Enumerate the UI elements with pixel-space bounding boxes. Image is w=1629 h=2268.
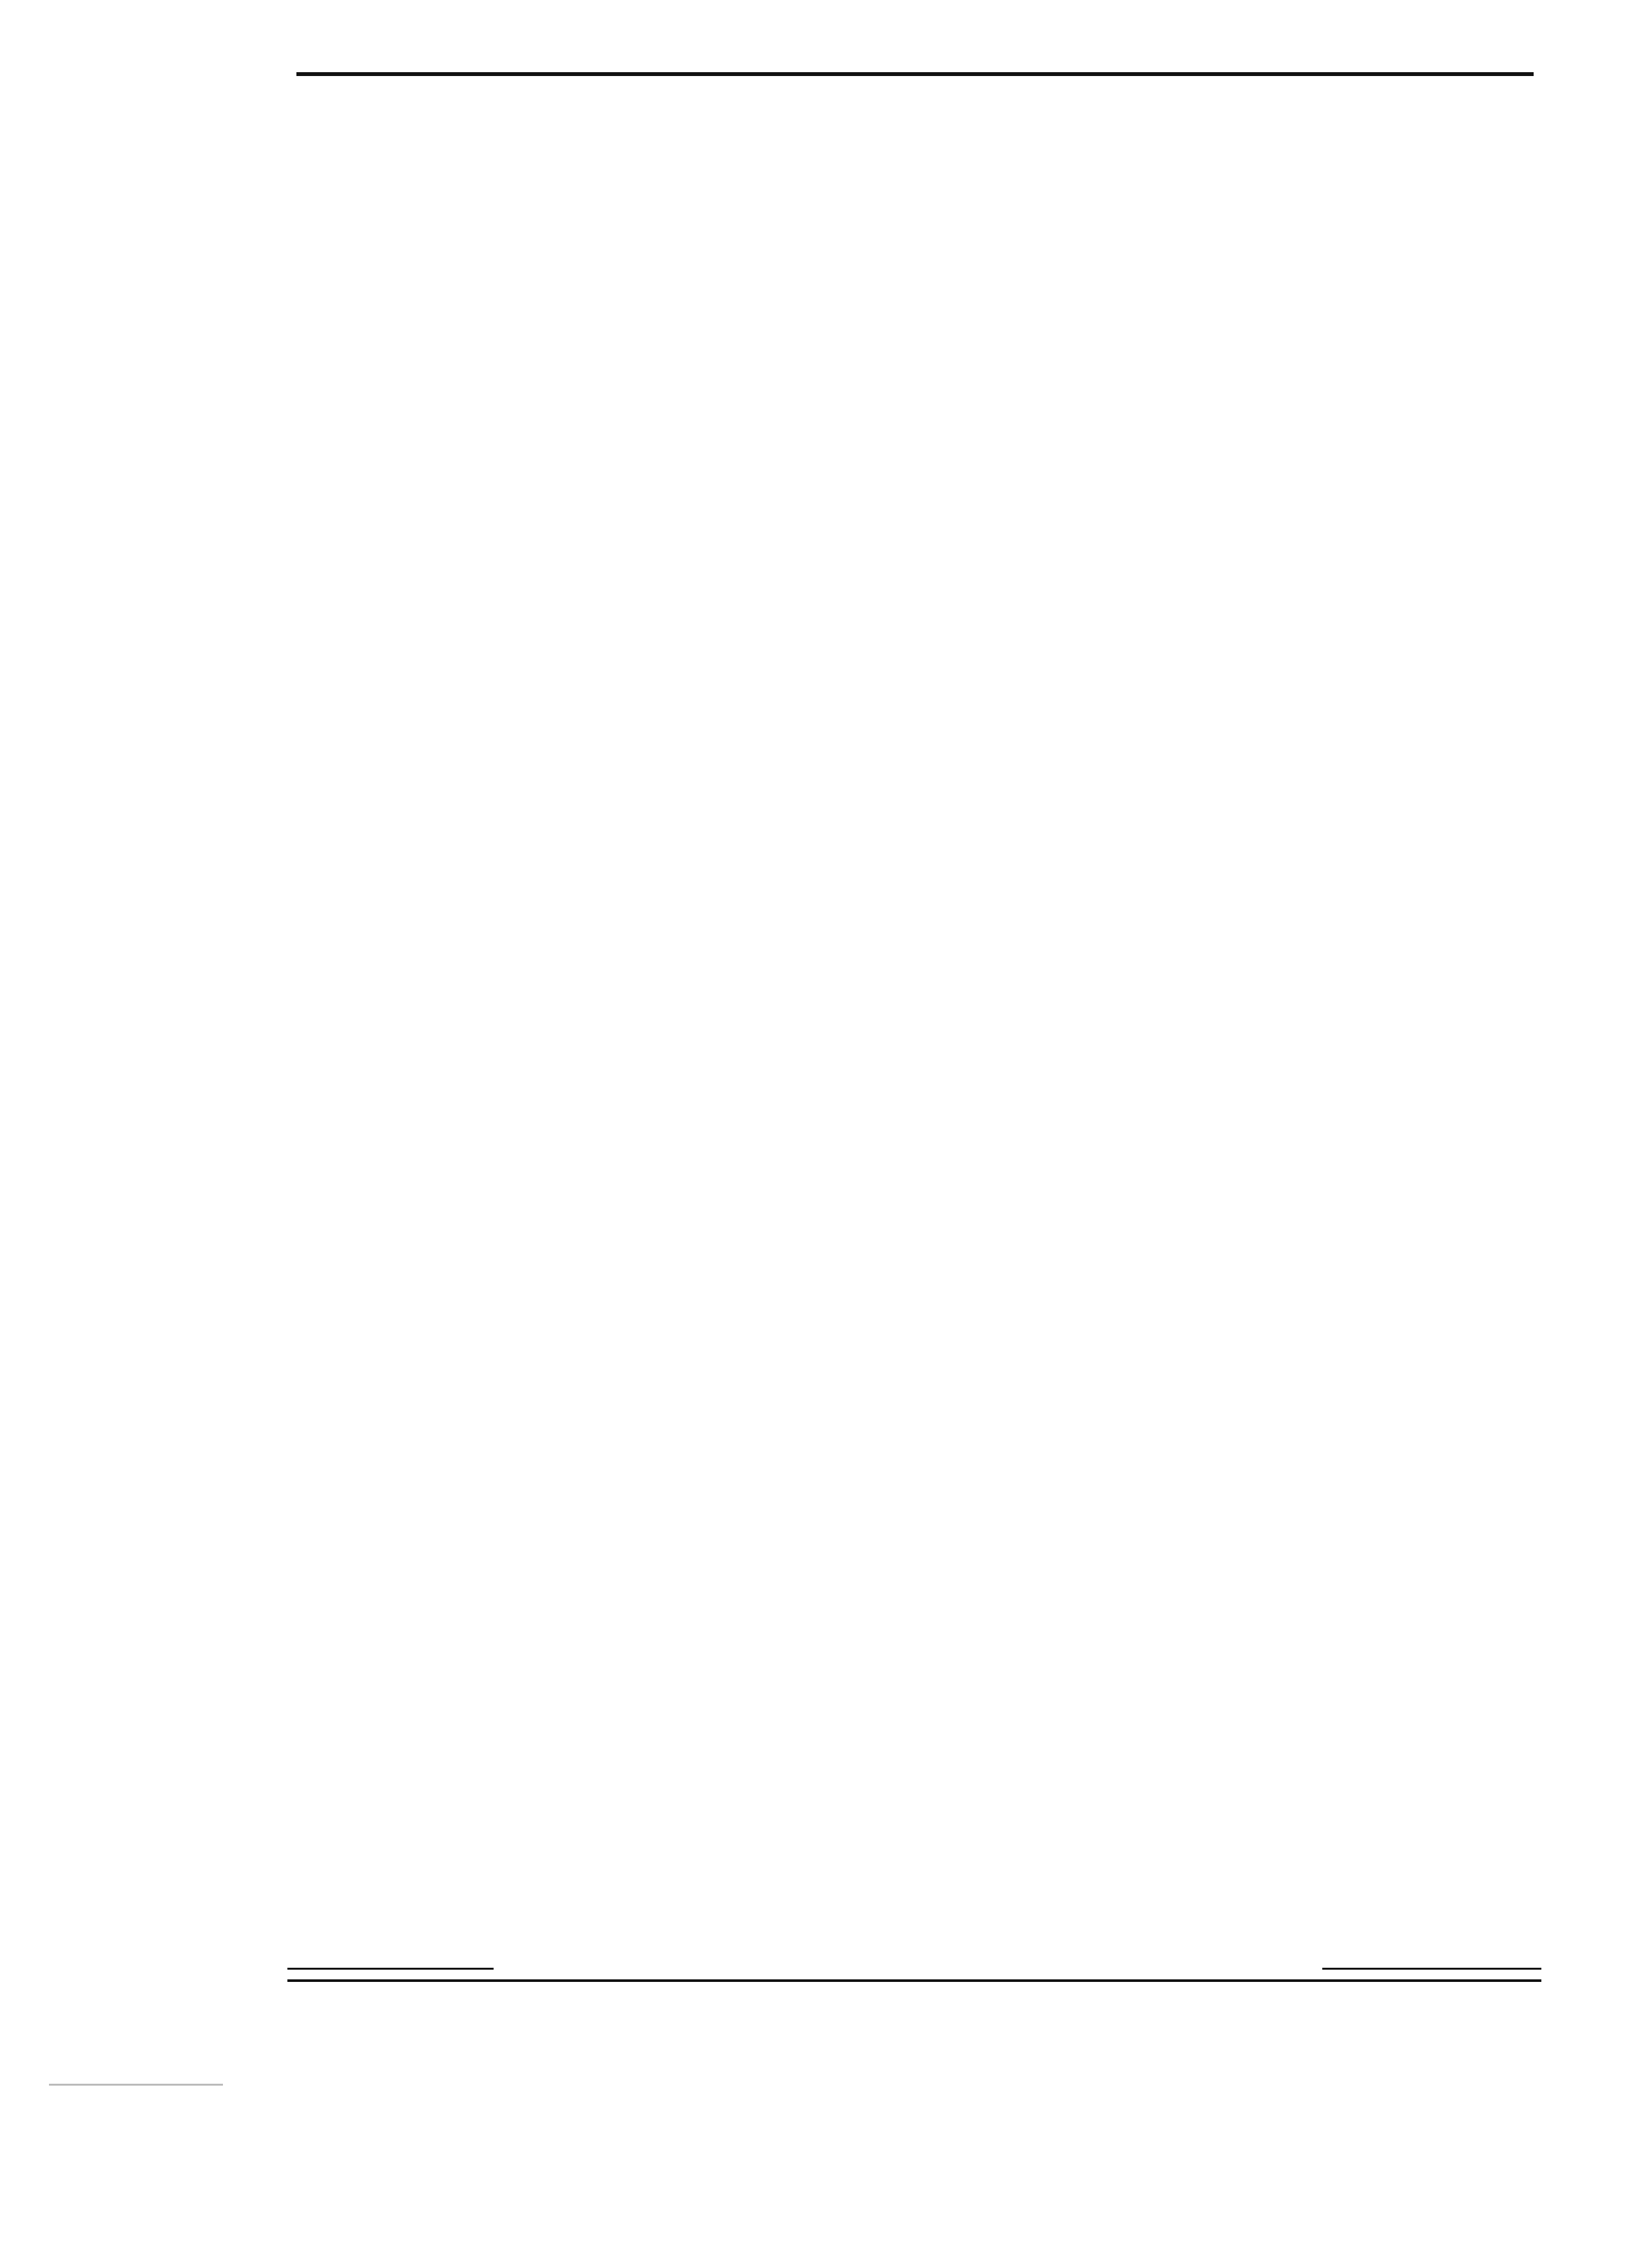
section-heading [284,94,1540,134]
footer-rule [287,1979,1541,1982]
footer-rule-right [1322,1968,1541,1970]
header-rule [296,72,1534,76]
parts-listing [284,90,1540,134]
scan-mark [49,2084,223,2086]
footer-rule-left [287,1968,494,1970]
